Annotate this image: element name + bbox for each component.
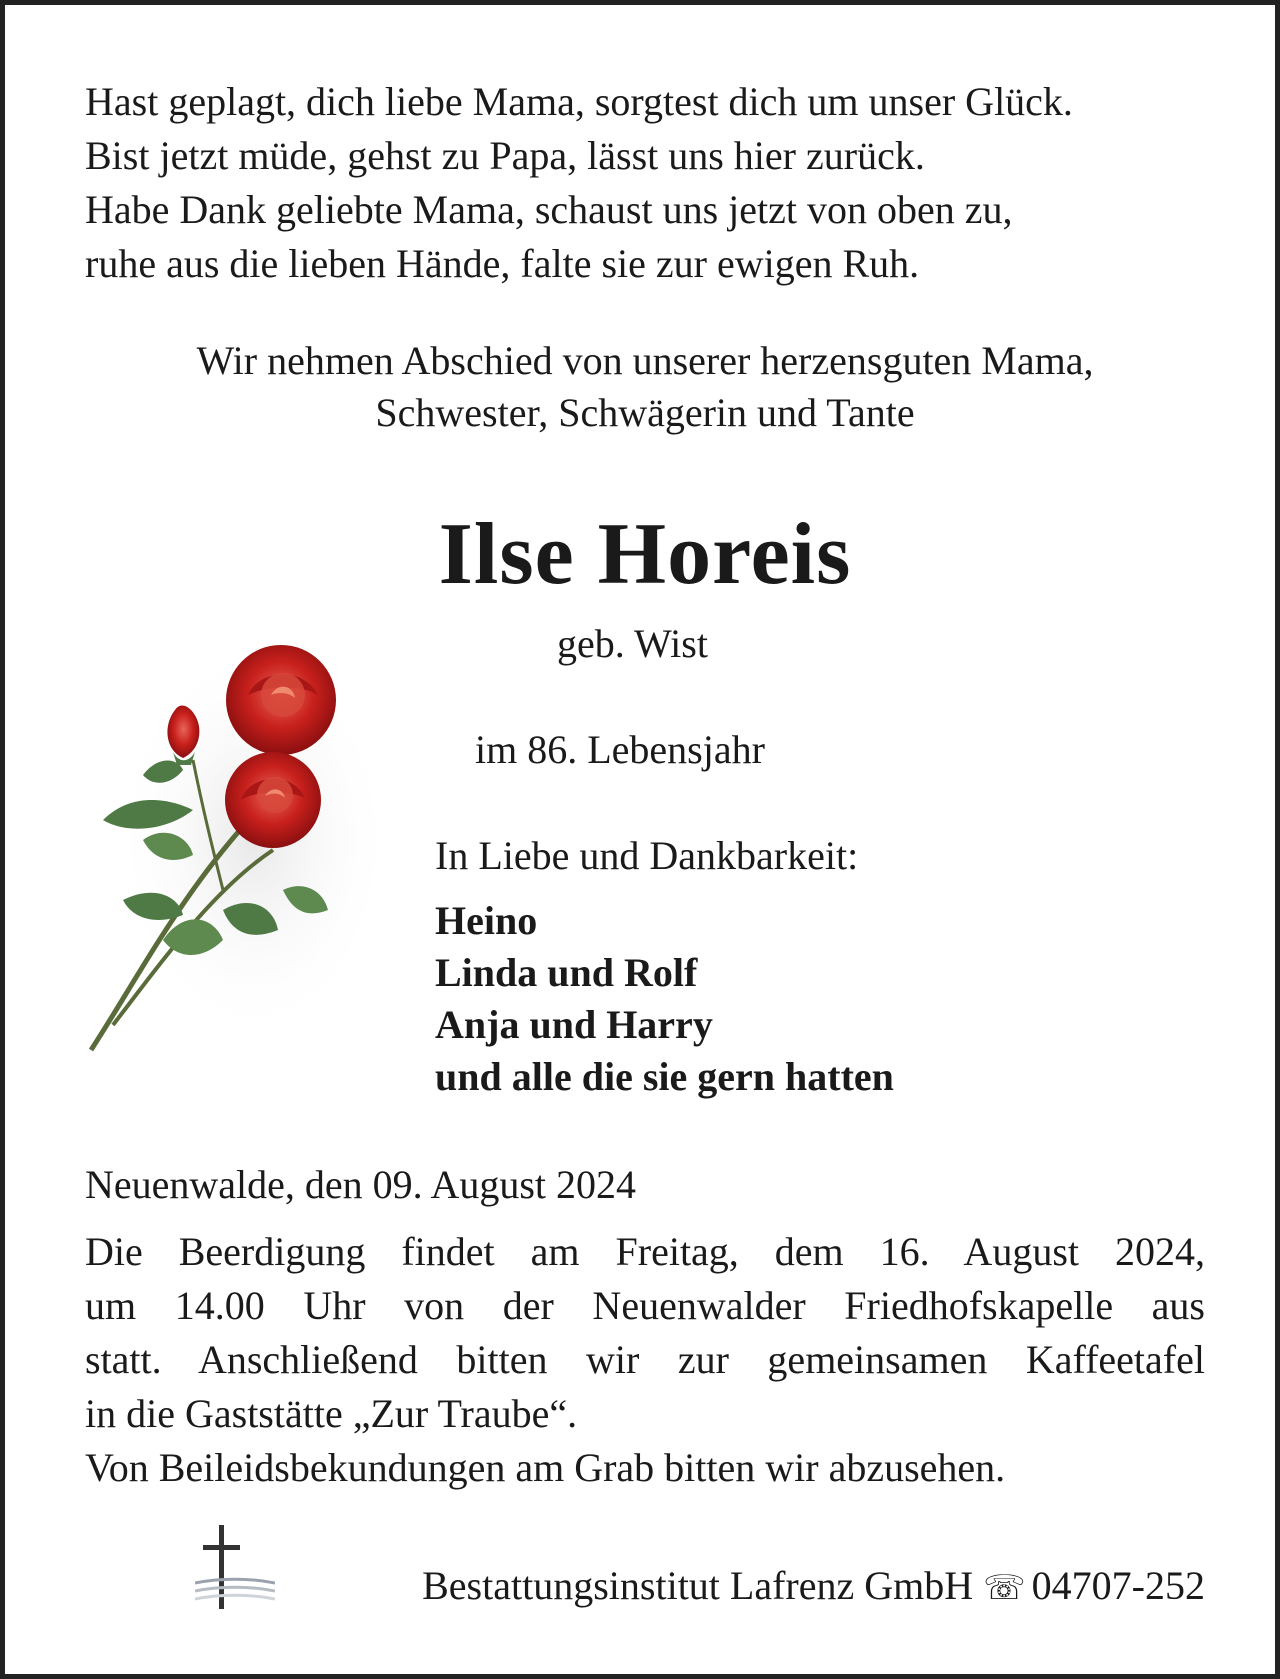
mourner-name: und alle die sie gern hatten <box>435 1054 894 1099</box>
thanks-heading: In Liebe und Dankbarkeit: <box>435 833 859 878</box>
poem <box>85 75 1225 291</box>
funeral-line: statt. Anschließend bitten wir zur gemeinsamen Kaffeetafel <box>85 1337 1205 1382</box>
poem-line: Hast geplagt, dich liebe Mama, sorgtest dich um unser Glück. <box>85 79 1073 124</box>
age-line: im 86. Lebensjahr <box>475 727 765 772</box>
mourner-name: Anja und Harry <box>435 1002 713 1047</box>
funeral-details <box>85 1225 1205 1495</box>
deceased-name: Ilse Horeis <box>438 506 852 603</box>
poem-line: Habe Dank geliebte Mama, schaust uns jetzt von oben zu, <box>85 187 1013 232</box>
cross-icon <box>195 1523 275 1613</box>
red-roses-illustration <box>83 640 383 1060</box>
place-and-date: Neuenwalde, den 09. August 2024 <box>85 1162 637 1207</box>
birth-name: geb. Wist <box>557 621 708 666</box>
company-name: Bestattungsinstitut Lafrenz GmbH <box>422 1563 974 1608</box>
funeral-line: Von Beileidsbekundungen am Grab bitten wir abzusehen. <box>85 1445 1006 1490</box>
mourner-name: Linda und Rolf <box>435 950 698 995</box>
farewell-intro <box>85 335 1205 439</box>
intro-line: Wir nehmen Abschied von unserer herzensguten Mama, <box>196 338 1094 383</box>
funeral-line: um 14.00 Uhr von der Neuenwalder Friedhofskapelle aus <box>85 1283 1205 1328</box>
intro-line: Schwester, Schwägerin und Tante <box>375 390 915 435</box>
funeral-line: in die Gaststätte „Zur Traube“. <box>85 1391 578 1436</box>
funeral-home-footer <box>195 1523 1205 1613</box>
phone-number: 04707-252 <box>1031 1563 1205 1608</box>
phone-icon: ☏ <box>983 1570 1026 1607</box>
poem-line: ruhe aus die lieben Hände, falte sie zur ewigen Ruh. <box>85 241 920 286</box>
mourner-name: Heino <box>435 898 538 943</box>
funeral-home-contact <box>422 1561 1205 1614</box>
funeral-line: Die Beerdigung findet am Freitag, dem 16. August 2024, <box>85 1229 1205 1274</box>
poem-line: Bist jetzt müde, gehst zu Papa, lässt uns hier zurück. <box>85 133 925 178</box>
mourners-list <box>435 895 894 1103</box>
